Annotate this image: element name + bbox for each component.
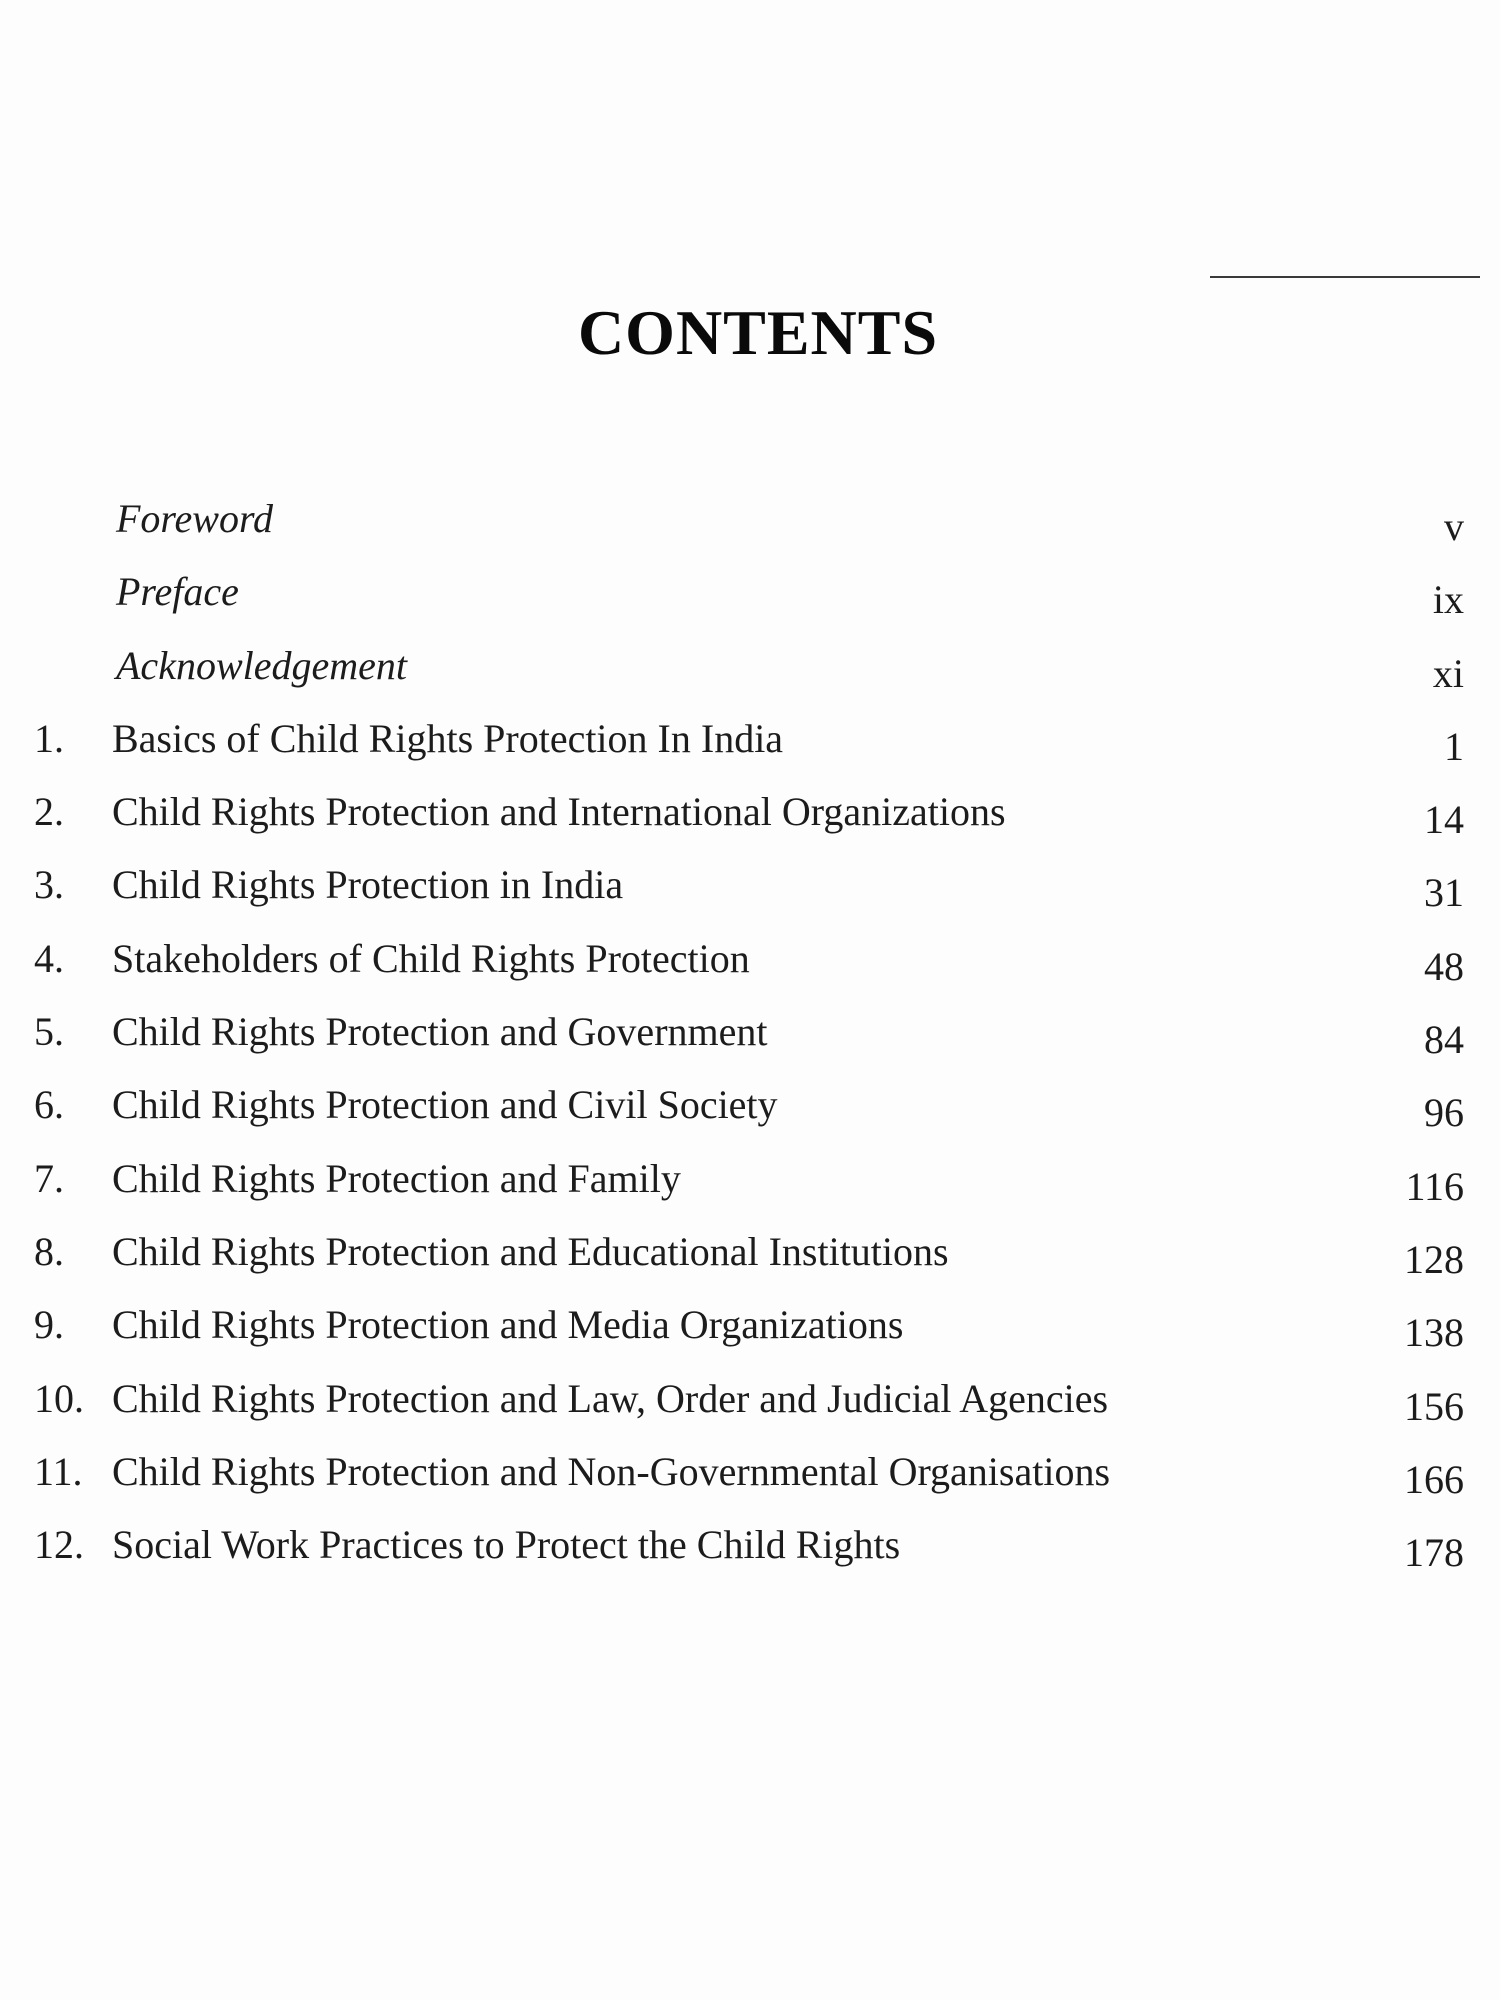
chapter-title: Child Rights Protection and Government xyxy=(112,1009,768,1055)
toc-entry-label: Preface xyxy=(116,569,239,615)
toc-entry-label: Foreword xyxy=(116,496,274,541)
chapter-page: 31 xyxy=(1424,870,1464,916)
toc-entry-page: v xyxy=(1444,504,1464,549)
chapter-page: 178 xyxy=(1404,1530,1464,1576)
chapter-title: Basics of Child Rights Protection In India xyxy=(112,715,784,761)
chapter-page: 1 xyxy=(1444,723,1464,769)
toc-entry-page: ix xyxy=(1432,577,1464,623)
toc-entry-label: Acknowledgement xyxy=(116,642,407,688)
chapter-number: 11. xyxy=(34,1448,83,1494)
chapter-page: 96 xyxy=(1424,1090,1464,1136)
chapter-number: 2. xyxy=(34,789,64,835)
table-of-contents xyxy=(0,495,1500,1594)
chapter-number: 10. xyxy=(34,1375,84,1421)
toc-chapter-6[interactable] xyxy=(0,1081,1500,1154)
chapter-number: 6. xyxy=(34,1082,64,1128)
chapter-number: 1. xyxy=(34,715,64,761)
chapter-number: 8. xyxy=(34,1228,64,1274)
toc-entry-preface[interactable] xyxy=(0,568,1500,641)
chapter-title: Child Rights Protection and Educational Institutions xyxy=(112,1228,949,1274)
toc-chapter-11[interactable] xyxy=(0,1448,1500,1521)
chapter-number: 3. xyxy=(34,862,64,908)
chapter-title: Child Rights Protection and Family xyxy=(112,1155,681,1201)
toc-chapter-10[interactable] xyxy=(0,1375,1500,1448)
chapter-page: 14 xyxy=(1424,797,1464,843)
chapter-page: 128 xyxy=(1404,1236,1464,1282)
chapter-number: 4. xyxy=(34,935,64,981)
top-rule xyxy=(1210,276,1480,278)
toc-chapter-8[interactable] xyxy=(0,1228,1500,1301)
chapter-title: Child Rights Protection and International Organizations xyxy=(112,789,1006,835)
toc-chapter-5[interactable] xyxy=(0,1008,1500,1081)
chapter-page: 156 xyxy=(1404,1383,1464,1429)
chapter-number: 12. xyxy=(34,1522,84,1568)
chapter-page: 166 xyxy=(1404,1456,1464,1502)
chapter-number: 7. xyxy=(34,1155,64,1201)
chapter-number: 5. xyxy=(34,1009,64,1055)
toc-entry-page: xi xyxy=(1432,650,1464,696)
chapter-page: 116 xyxy=(1405,1163,1464,1209)
toc-chapter-4[interactable] xyxy=(0,935,1500,1008)
chapter-title: Child Rights Protection and Civil Society xyxy=(112,1082,778,1128)
toc-entry-acknowledgement[interactable] xyxy=(0,642,1500,715)
chapter-number: 9. xyxy=(34,1302,64,1348)
toc-entry-foreword[interactable] xyxy=(0,495,1500,568)
chapter-title: Child Rights Protection in India xyxy=(112,862,624,908)
chapter-title: Child Rights Protection and Law, Order and Judicial Agencies xyxy=(112,1375,1109,1421)
toc-chapter-3[interactable] xyxy=(0,861,1500,934)
chapter-title: Stakeholders of Child Rights Protection xyxy=(112,935,750,981)
toc-chapter-1[interactable] xyxy=(0,715,1500,788)
chapter-page: 84 xyxy=(1424,1017,1464,1063)
toc-chapter-12[interactable] xyxy=(0,1521,1500,1594)
toc-chapter-2[interactable] xyxy=(0,788,1500,861)
chapter-title: Child Rights Protection and Media Organizations xyxy=(112,1302,904,1348)
chapter-title: Social Work Practices to Protect the Child Rights xyxy=(112,1522,901,1568)
chapter-page: 138 xyxy=(1404,1310,1464,1356)
toc-chapter-7[interactable] xyxy=(0,1155,1500,1228)
page-title: CONTENTS xyxy=(577,297,939,368)
chapter-page: 48 xyxy=(1424,943,1464,989)
toc-chapter-9[interactable] xyxy=(0,1301,1500,1374)
chapter-title: Child Rights Protection and Non-Governmental Organisations xyxy=(112,1448,1111,1494)
